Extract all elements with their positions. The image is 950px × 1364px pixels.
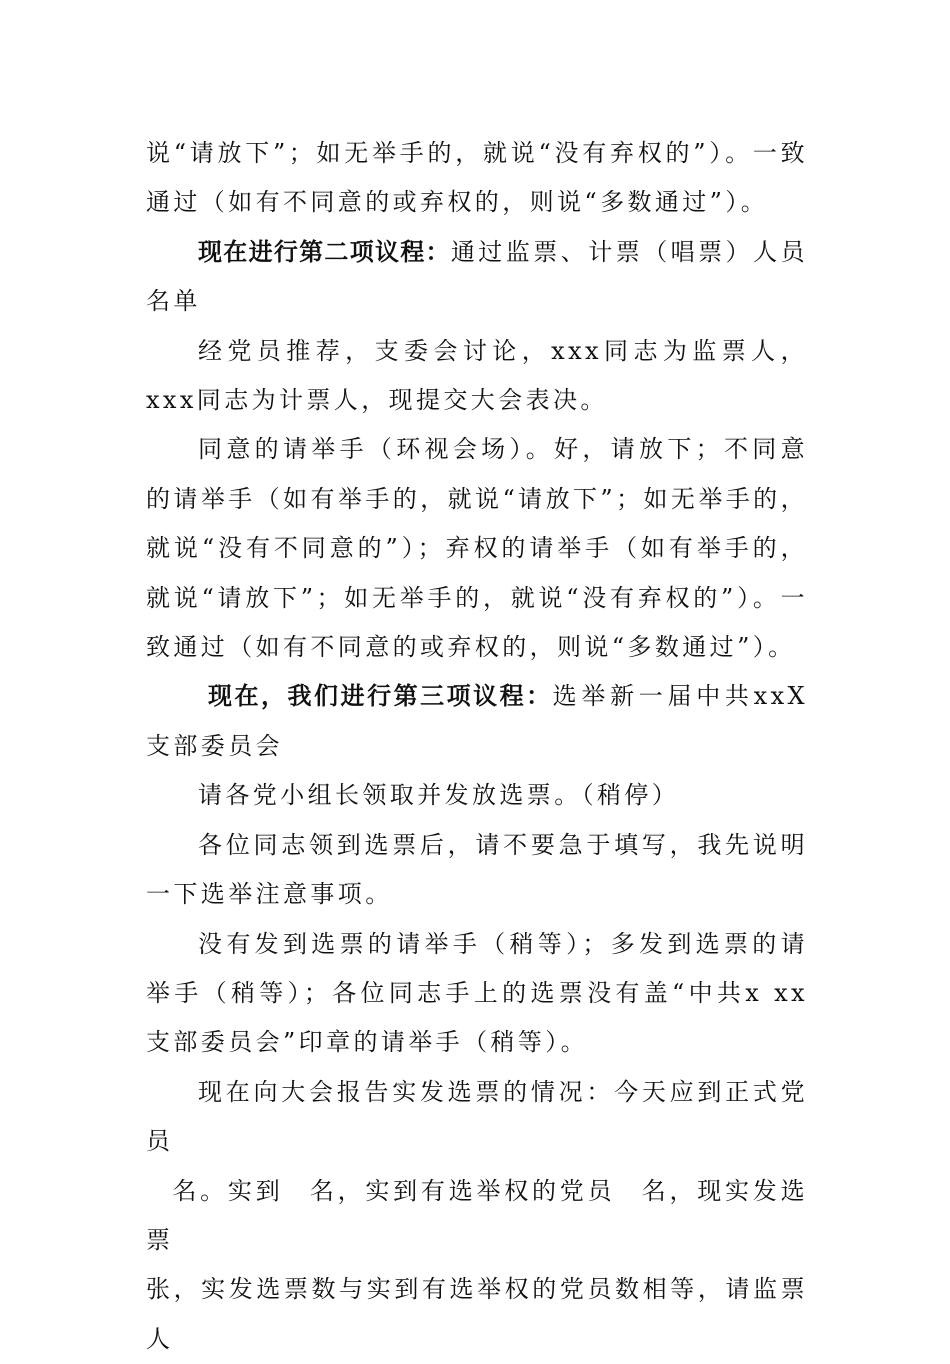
paragraph-ballot-report: [146, 1068, 808, 1364]
agenda-heading-2: 现在进行第二项议程：: [198, 237, 451, 266]
paragraph-agenda-item-3: [146, 672, 808, 771]
ballot-report-part-b: 名。实到: [172, 1176, 284, 1205]
ballot-report-part-a: 现在向大会报告实发选票的情况：今天应到正式党员: [146, 1077, 808, 1156]
document-body: [146, 129, 808, 1364]
ballot-report-part-d: 名，现实发选票: [146, 1176, 808, 1254]
paragraph-election-notes: 各位同志领到选票后，请不要急于填写，我先说明一下选举注意事项。: [146, 830, 808, 909]
agenda-text-3: 选举新一届中共xxX支部委员会: [146, 682, 808, 760]
agenda-text-2: 通过监票、计票（唱票）人员名单: [146, 237, 809, 316]
paragraph-distribute-ballots: 请各党小组长领取并发放选票。（稍停）: [198, 781, 680, 810]
paragraph-nominee-proposal: 经党员推荐，支委会讨论，xxx同志为监票人，xxx同志为计票人，现提交大会表决。: [146, 336, 808, 415]
ballot-report-part-c: 名，实到有选举权的党员: [309, 1176, 616, 1205]
paragraph-vote-procedure: 同意的请举手（环视会场）。好，请放下；不同意的请举手（如有举手的，就说“请放下”；如无举手的，就说“没有不同意的”）；弃权的请举手（如有举手的，就说“请放下”；如无举手的，就说“没有弃权的”）。一致通过（如有不同意的或弃权的，则说“多数通过”）。: [146, 435, 808, 662]
paragraph-ballot-check: 没有发到选票的请举手（稍等）；多发到选票的请举手（稍等）；各位同志手上的选票没有盖“中共x xx支部委员会”印章的请举手（稍等）。: [146, 929, 808, 1057]
ballot-report-part-e: 张，实发选票数与实到有选举权的党员数相等，请监票人: [146, 1275, 808, 1353]
paragraph-vote-result-1: 说“请放下”；如无举手的，就说“没有弃权的”）。一致通过（如有不同意的或弃权的，则说“多数通过”）。: [146, 139, 808, 217]
paragraph-agenda-item-2: [146, 228, 808, 327]
agenda-heading-3: 现在，我们进行第三项议程：: [208, 682, 553, 711]
